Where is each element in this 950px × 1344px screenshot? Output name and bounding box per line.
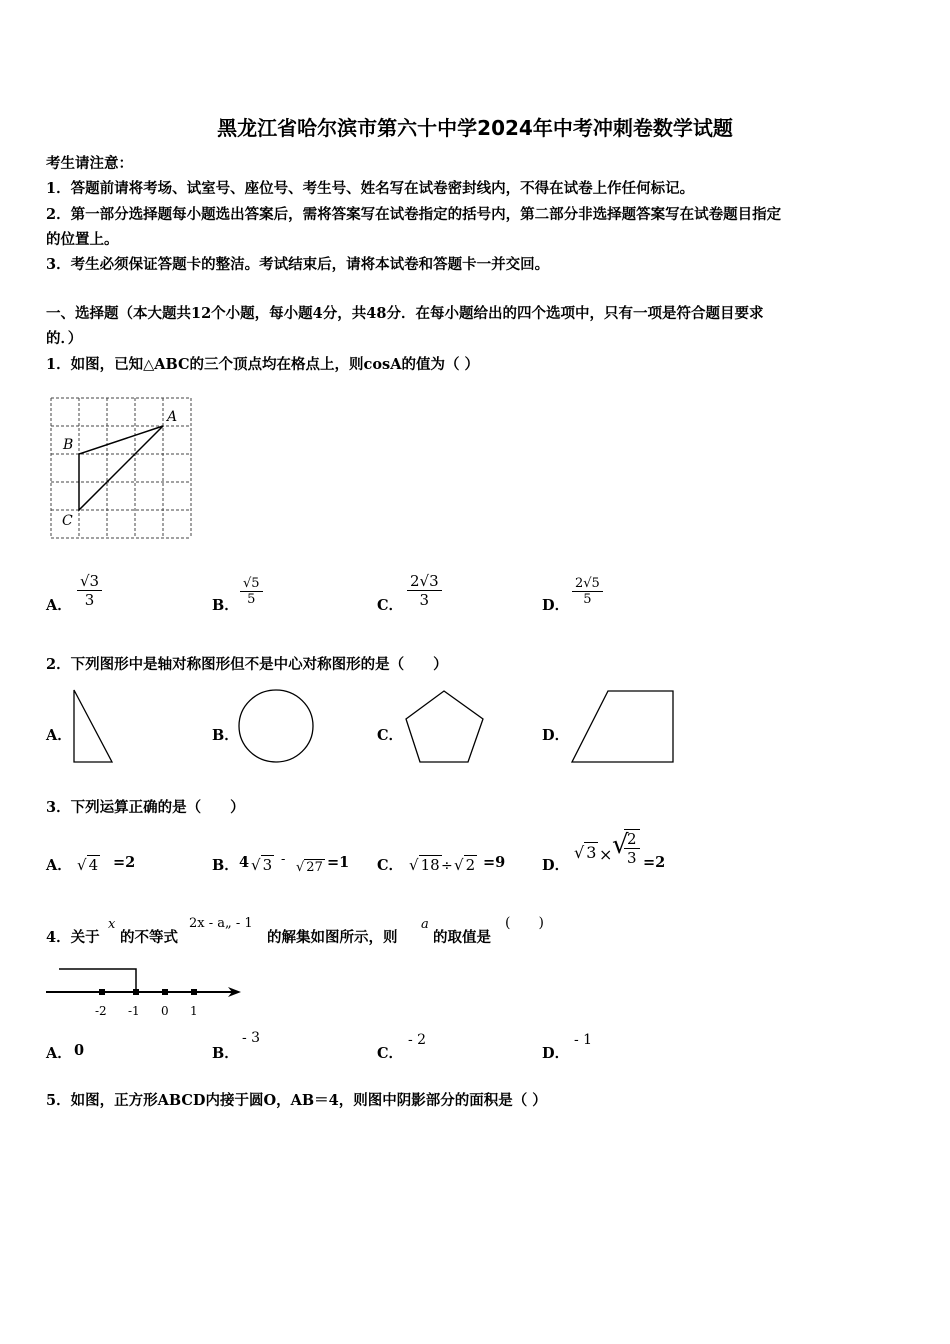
q3-option-c-op: ÷ (441, 858, 453, 874)
q4-option-d-letter: D． (542, 1045, 570, 1062)
circle-icon (238, 688, 316, 764)
tick-label-neg2: -2 (95, 1004, 107, 1018)
q1-grid-figure (50, 397, 195, 542)
q1-stem: 1．如图，已知△ABC的三个顶点均在格点上，则cosA的值为（ ） (46, 356, 480, 373)
q3-option-b-letter: B． (212, 857, 239, 874)
q3-option-b-coef: 4 (239, 854, 250, 871)
q4-stem-mid: 的不等式 (120, 929, 178, 946)
q4-var-x: x (108, 917, 116, 932)
triangle-abc (79, 426, 163, 510)
notice-item-1: 1．答题前请将考场、试室号、座位号、考生号、姓名写在试卷密封线内，不得在试卷上作任何标记。 (46, 180, 695, 197)
q1-option-a-value: $\frac{√3}{3}$ (77, 572, 102, 609)
q3-option-c-rad1: √ 18 (409, 856, 440, 874)
q1-option-d-value: $\frac{2√5}{5}$ (572, 576, 603, 607)
q4-option-c-letter: C． (377, 1045, 404, 1062)
q1-option-b-letter: B． (212, 597, 239, 614)
q3-option-a-result: =2 (113, 854, 136, 871)
q3-option-d-op: × (599, 845, 613, 864)
q4-option-a-value: 0 (74, 1042, 85, 1059)
notice-item-3: 3．考生必须保证答题卡的整洁。考试结束后，请将本试卷和答题卡一并交回。 (46, 256, 550, 273)
q3-option-b-minus: - (281, 852, 286, 867)
q4-option-b-letter: B． (212, 1045, 239, 1062)
q4-option-a-letter: A． (46, 1045, 72, 1062)
pentagon-icon (404, 689, 486, 765)
page-title: 黑龙江省哈尔滨市第六十中学2024年中考冲刺卷数学试题 (217, 116, 733, 140)
vertex-label-b: B (63, 437, 74, 453)
section-heading-cont: 的．） (46, 330, 83, 347)
q1-option-a-letter: A． (46, 597, 72, 614)
q4-option-b-value: - 3 (242, 1030, 261, 1046)
q4-inequality: 2x - a„ - 1 (189, 916, 253, 931)
q4-stem-end: 的取值是 (433, 929, 491, 946)
notice-heading: 考生请注意： (46, 155, 133, 172)
q3-option-b-rad2: √ 27 (296, 860, 323, 875)
q4-answer-paren: ( ) (505, 915, 544, 931)
vertex-label-a: A (167, 409, 178, 425)
vertex-label-c: C (62, 513, 73, 529)
q5-stem: 5．如图，正方形ABCD内接于圆O，AB＝4，则图中阴影部分的面积是（ ） (46, 1092, 547, 1109)
q3-option-d-rad1: √ 3 (574, 843, 597, 862)
q3-stem: 3．下列运算正确的是（ ） (46, 799, 245, 816)
q3-option-c-result: =9 (483, 854, 506, 871)
q1-option-b-value: $\frac{√5}{5}$ (240, 576, 263, 607)
q3-option-d-letter: D． (542, 857, 570, 874)
q3-option-d-fraction: $\frac{2}{3}$ (624, 829, 640, 867)
q3-option-d-radical: √ (612, 830, 629, 860)
q4-number-line (44, 964, 249, 1024)
q1-option-d-letter: D． (542, 597, 570, 614)
q4-stem-post: 的解集如图所示，则 (267, 929, 398, 946)
q2-option-c-letter: C． (377, 727, 404, 744)
tick-label-neg1: -1 (128, 1004, 140, 1018)
notice-item-2: 2．第一部分选择题每小题选出答案后，需将答案写在试卷指定的括号内，第二部分非选择题答案写在试卷题目指定 (46, 206, 782, 223)
q4-stem-prefix: 4．关于 (46, 929, 100, 946)
right-triangle-icon (72, 688, 114, 764)
q4-var-a: a (421, 917, 429, 932)
notice-item-2-cont: 的位置上。 (46, 231, 119, 248)
q1-option-c-value: $\frac{2√3}{3}$ (407, 572, 442, 609)
q2-option-d-letter: D． (542, 727, 570, 744)
q3-option-b-rad1: √ 3 (251, 856, 273, 874)
q4-option-d-value: - 1 (574, 1032, 593, 1048)
tick-label-0: 0 (161, 1004, 169, 1018)
q4-option-c-value: - 2 (408, 1032, 427, 1048)
tick-label-1: 1 (190, 1004, 198, 1018)
q3-option-b-result: =1 (327, 854, 350, 871)
q3-option-c-rad2: √ 2 (454, 856, 476, 874)
trapezoid-icon (570, 689, 676, 765)
q3-option-d-result: =2 (643, 854, 666, 871)
q3-option-a-letter: A． (46, 857, 72, 874)
q3-option-c-letter: C． (377, 857, 404, 874)
q1-option-c-letter: C． (377, 597, 404, 614)
q2-stem: 2．下列图形中是轴对称图形但不是中心对称图形的是（ ） (46, 656, 448, 673)
q2-option-a-letter: A． (46, 727, 72, 744)
section-heading: 一、选择题（本大题共12个小题，每小题4分，共48分．在每小题给出的四个选项中，只有一项是符合题目要求 (46, 305, 764, 322)
q3-option-a-expr: √ 4 (77, 856, 99, 874)
q2-option-b-letter: B． (212, 727, 239, 744)
